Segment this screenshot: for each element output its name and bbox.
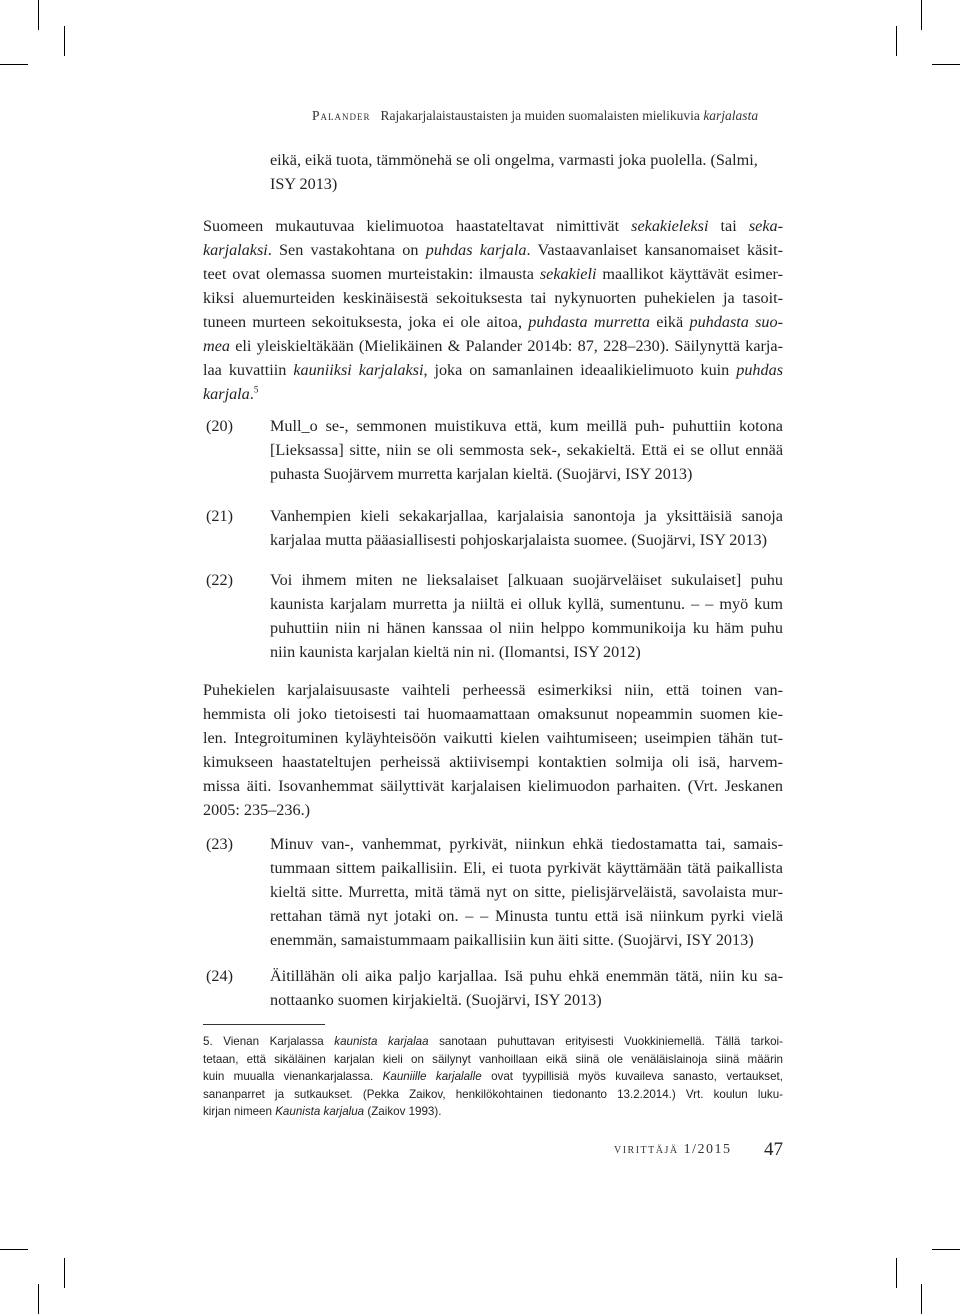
running-header <box>312 108 792 124</box>
example-number: (22) <box>206 571 233 589</box>
quote-line: eikä, eikä tuota, tämmönehä se oli ongelma, varmasti joka puolella. (Salmi, <box>270 151 758 169</box>
crop-mark <box>38 1284 39 1314</box>
example-text: Voi ihmem miten ne lieksalaiset [alkuaan suojärveläiset sukulaiset] puhu kaunista karjalam murretta ja niiltä ei olluk kyllä, sumentunu. – – myö kum puhuttiin niin ni hänen kanssaa ol niin helppo kommunikoija ku häm puhu niin kaunista karjalan kieltä nin ni. (Ilomantsi, ISY 2012) <box>270 571 783 661</box>
example-number: (20) <box>206 417 233 435</box>
crop-mark <box>921 1284 922 1314</box>
journal-name: virittäjä 1/2015 <box>614 1142 732 1157</box>
body-paragraph: Suomeen mukautuvaa kielimuotoa haastateltavat nimittivät sekakieleksi tai seka- karjalaksi. Sen vastakohtana on puhdas karjala. Vastaavanlaiset kansanomaiset käsit- teet ovat olemassa suomen murteistakin: ilmausta sekakieli maallikot käyttävät esimer- kiksi aluemurteiden keskinäisestä sekoituksesta tai nykynuorten puhekielen ja tasoit- tuneen murteen sekoituksesta, joka ei ole aitoa, puhdasta murretta eikä puhdasta suo- mea eli yleiskieltäkään (Mielikäinen & Palander 2014b: 87, 228–230). Säilynyttä karja- laa kuvattiin kauniiksi karjalaksi, joka on samanlainen ideaalikielimuoto kuin puhdas karjala.$^5$ <box>203 217 783 403</box>
crop-mark <box>896 1258 897 1288</box>
example-number: (24) <box>206 967 233 985</box>
footnote: 5. Vienan Karjalassa kaunista karjalaa sanotaan puhuttavan erityisesti Vuokkiniemellä. Tällä tarkoi- tetaan, että sikäläinen karjalan kieli on säilynyt vanhoillaan eikä siinä ole venäläislainoja siinä määrin kuin muualla vienankarjalassa. Kauniille karjalalle ovat tyypillisiä myös kuvaileva sanasto, vertaukset, sananparret ja sutkaukset. (Pekka Zaikov, henkilökohtainen tiedonanto 13.2.2014.) Vrt. koulun luku- kirjan nimeen Kaunista karjalua (Zaikov 1993). <box>203 1035 783 1118</box>
quote-continuation <box>270 148 783 196</box>
crop-mark <box>0 64 28 65</box>
crop-mark <box>64 1258 65 1288</box>
crop-mark <box>38 0 39 30</box>
crop-mark <box>921 0 922 30</box>
page-number: 47 <box>764 1139 783 1160</box>
crop-mark <box>932 1249 960 1250</box>
example-text: Mull_o se-, semmonen muistikuva että, kum meillä puh- puhuttiin kotona [Lieksassa] sitte, niin se oli semmosta sek-, sekakieltä. Että ei se ollut ennää puhasta Suojärvem murretta karjalan kieltä. (Suojärvi, ISY 2013) <box>270 417 783 483</box>
body-paragraph: Puhekielen karjalaisuusaste vaihteli perheessä esimerkiksi niin, että toinen van- hemmista oli joko tietoisesti tai huomaamattaan omaksunut nopeammin suomen kie- len. Integroituminen kyläyhteisöön vaikutti kielen vaihtumiseen; useimpien tähän tut- kimukseen haastateltujen perheissä aktiivisempi kontaktien solmija oli isä, harvem- missa äiti. Isovanhemmat säilyttivät karjalaisen kielimuodon parhaiten. (Vrt. Jeskanen 2005: 235–236.) <box>203 681 783 819</box>
header-author: Palander <box>312 108 371 123</box>
footnote-rule <box>203 1024 325 1025</box>
crop-mark <box>64 26 65 56</box>
quote-line: ISY 2013) <box>270 175 338 193</box>
crop-mark <box>896 26 897 56</box>
header-title-italic: karjalasta <box>703 108 759 123</box>
example-text: Vanhempien kieli sekakarjallaa, karjalaisia sanontoja ja yksittäisiä sanoja karjalaa mutta pääasiallisesti pohjoskarjalaista suomee. (Suojärvi, ISY 2013) <box>270 507 783 549</box>
crop-mark <box>932 64 960 65</box>
crop-mark <box>0 1249 28 1250</box>
example-number: (23) <box>206 835 233 853</box>
footnote-marker: 5 <box>253 384 259 395</box>
header-title: Rajakarjalaistaustaisten ja muiden suomalaisten mielikuvia <box>380 108 700 123</box>
example-text: Äitillähän oli aika paljo karjallaa. Isä puhu ehkä enemmän tätä, niin ku sa- nottaanko suomen kirjakieltä. (Suojärvi, ISY 2013) <box>270 967 783 1009</box>
example-text: Minuv van-, vanhemmat, pyrkivät, niinkun ehkä tiedostamatta tai, samais- tummaan sittem paikallisiin. Eli, ei tuota pyrkivät käyttämään tätä paikallista kieltä sitte. Murretta, mitä tämä nyt on sitte, pielisjärveläistä, savolaista mur- rettahan tämä nyt jotaki on. – – Minusta tuntu että isä niinkum pyrki vielä enemmän, samaistummaam paikallisiin kun äiti sitte. (Suojärvi, ISY 2013) <box>270 835 783 949</box>
example-number: (21) <box>206 507 233 525</box>
